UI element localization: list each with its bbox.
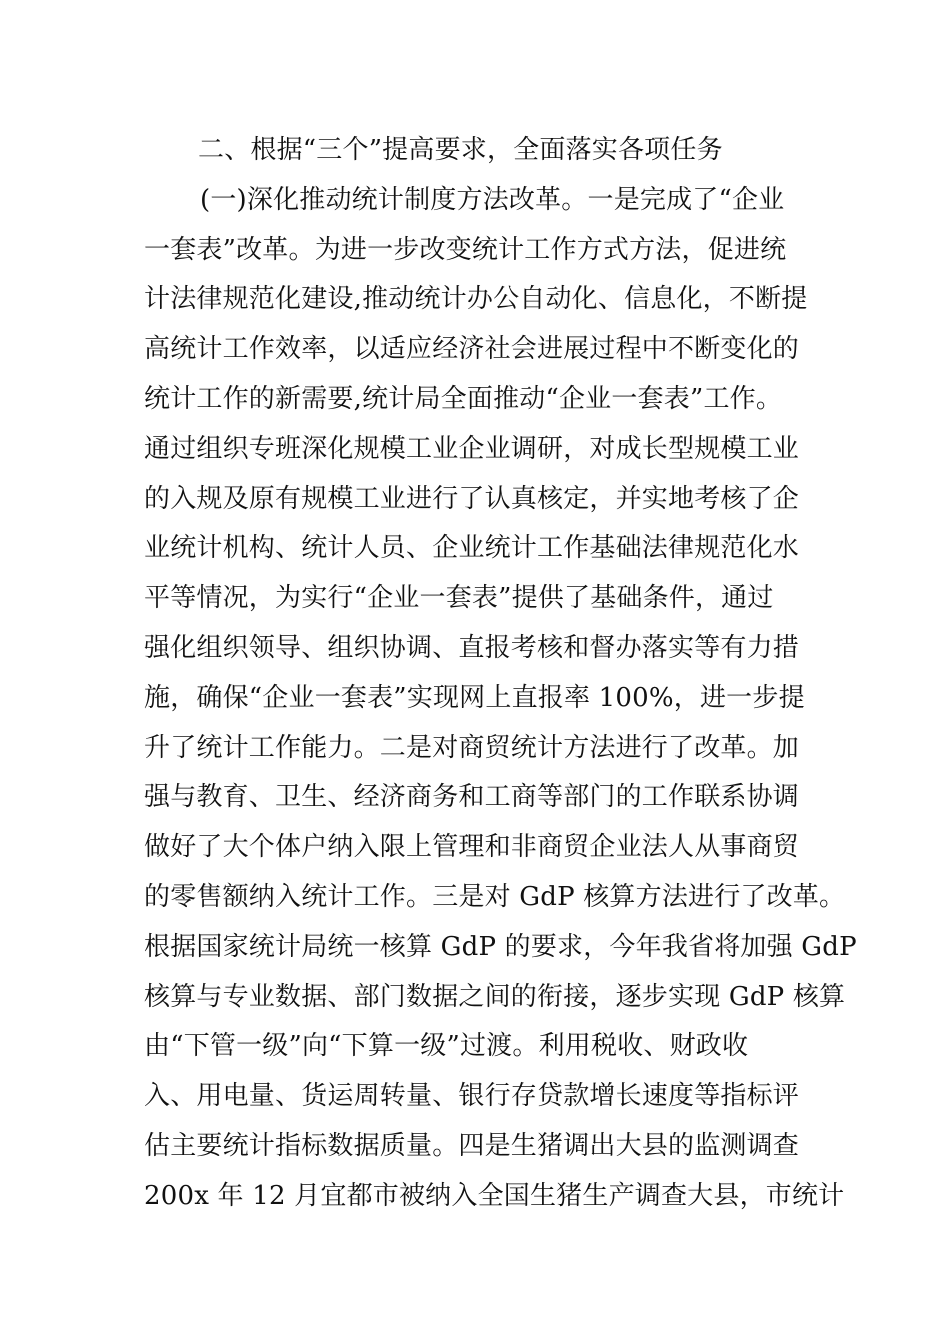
paragraph-line: 的入规及原有规模工业进行了认真核定，并实地考核了企: [144, 483, 800, 514]
paragraph-line: 计法律规范化建设,推动统计办公自动化、信息化，不断提: [144, 284, 808, 315]
paragraph-line: 200x 年 12 月宜都市被纳入全国生猪生产调查大县，市统计: [144, 1180, 845, 1211]
paragraph-line: (一)深化推动统计制度方法改革。一是完成了“企业: [200, 184, 785, 215]
paragraph-line: 平等情况，为实行“企业一套表”提供了基础条件，通过: [144, 583, 774, 614]
paragraph-line: 强化组织领导、组织协调、直报考核和督办落实等有力措: [144, 632, 800, 663]
paragraph-line: 做好了大个体户纳入限上管理和非商贸企业法人从事商贸: [144, 832, 800, 863]
paragraph-line: 估主要统计指标数据质量。四是生猪调出大县的监测调查: [144, 1130, 800, 1161]
paragraph-line: 业统计机构、统计人员、企业统计工作基础法律规范化水: [144, 533, 800, 564]
paragraph-line: 核算与专业数据、部门数据之间的衔接，逐步实现 GdP 核算: [144, 981, 846, 1012]
paragraph-line: 统计工作的新需要,统计局全面推动“企业一套表”工作。: [144, 383, 783, 414]
paragraph-line: 的零售额纳入统计工作。三是对 GdP 核算方法进行了改革。: [144, 881, 846, 912]
paragraph-line: 施，确保“企业一套表”实现网上直报率 100%，进一步提: [144, 682, 805, 713]
paragraph-line: 一套表”改革。为进一步改变统计工作方式方法，促进统: [144, 234, 787, 265]
paragraph-line: 高统计工作效率，以适应经济社会进展过程中不断变化的: [144, 334, 800, 365]
section-heading: 二、根据“三个”提高要求，全面落实各项任务: [198, 135, 723, 165]
document-body: [144, 126, 857, 1222]
paragraph-line: 强与教育、卫生、经济商务和工商等部门的工作联系协调: [144, 782, 800, 813]
paragraph-line: 入、用电量、货运周转量、银行存贷款增长速度等指标评: [144, 1081, 800, 1112]
paragraph-line: 由“下管一级”向“下算一级”过渡。利用税收、财政收: [144, 1031, 749, 1062]
paragraph-line: 根据国家统计局统一核算 GdP 的要求，今年我省将加强 GdP: [144, 931, 857, 962]
paragraph-line: 升了统计工作能力。二是对商贸统计方法进行了改革。加: [144, 732, 800, 763]
paragraph-line: 通过组织专班深化规模工业企业调研，对成长型规模工业: [144, 433, 800, 464]
